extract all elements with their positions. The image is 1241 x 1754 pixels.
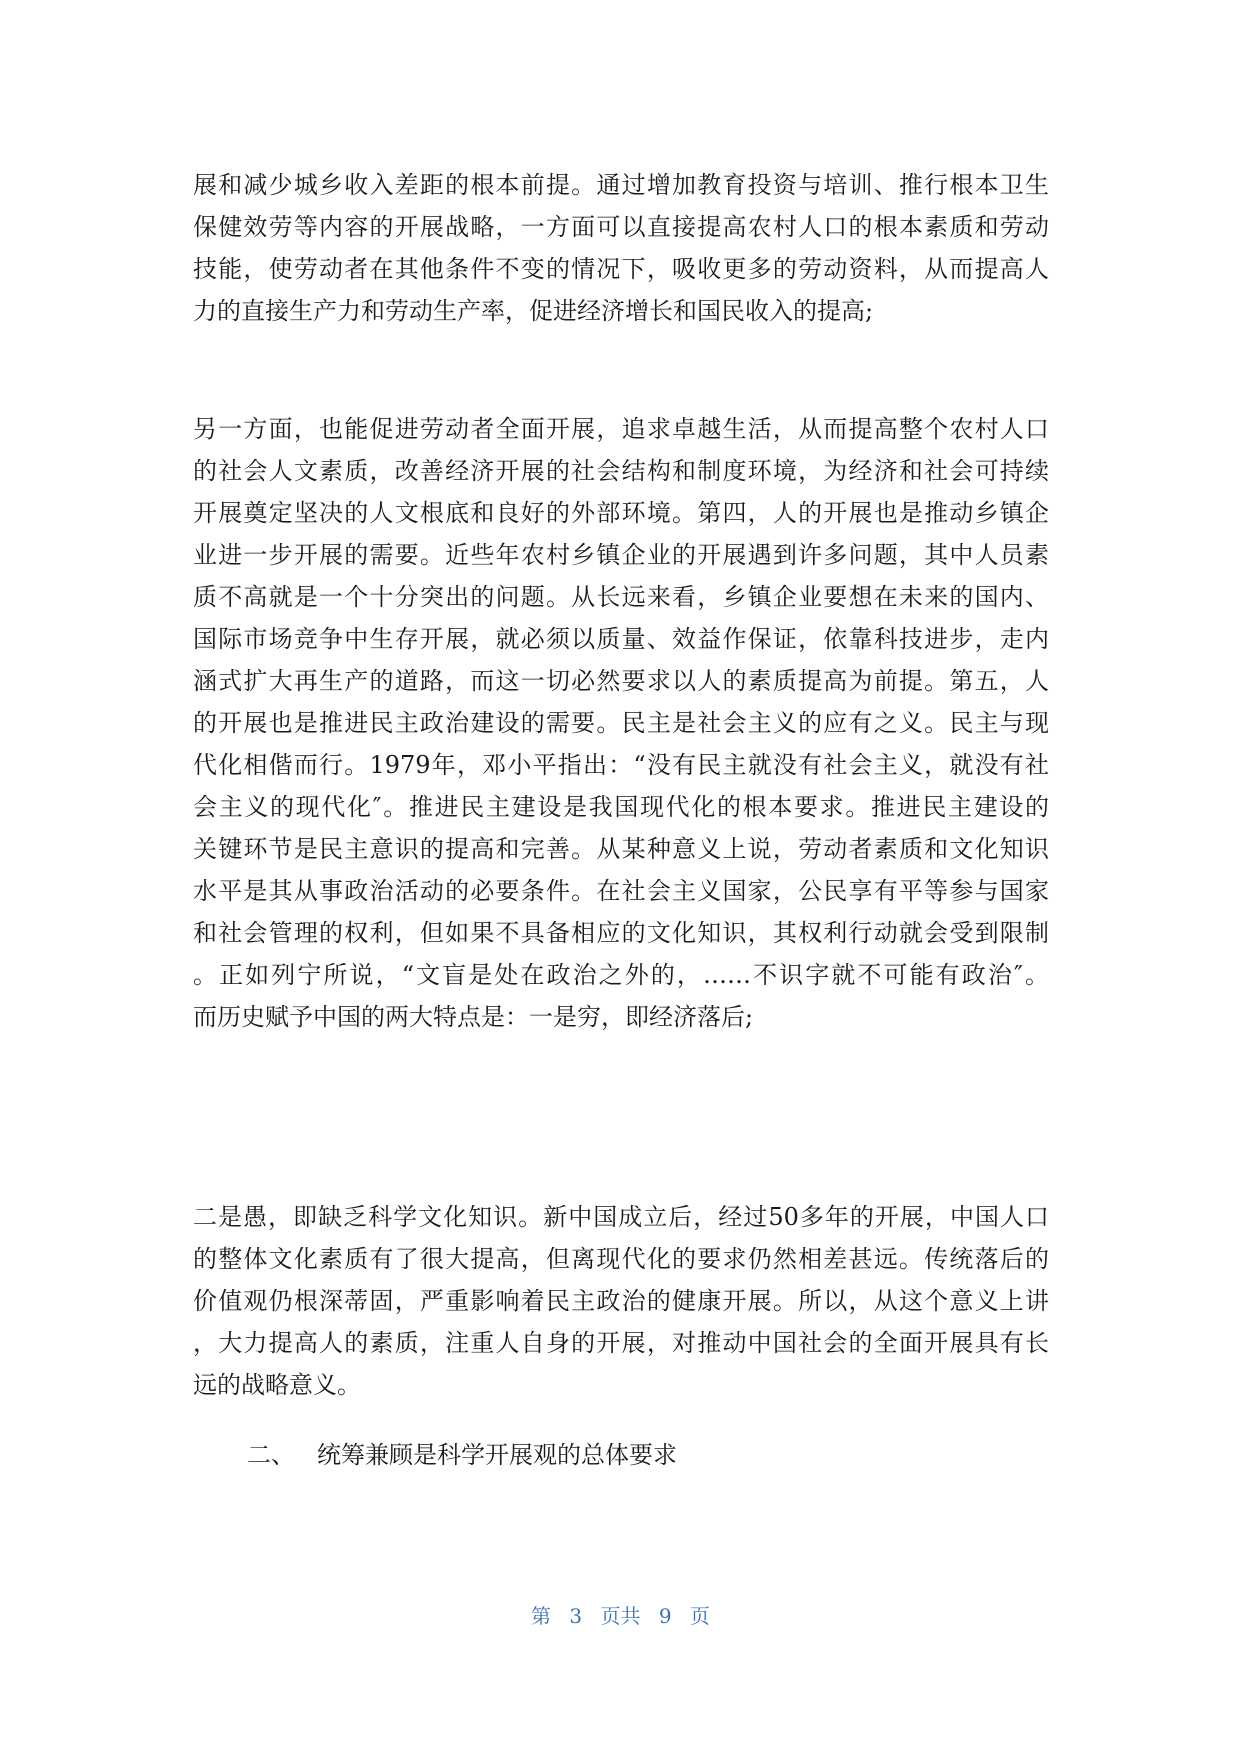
paragraph-3	[193, 1196, 1049, 1406]
page-number-footer: 第 3 页共 9 页	[531, 1604, 710, 1628]
text-line: 水平是其从事政治活动的必要条件。在社会主义国家，公民享有平等参与国家	[193, 877, 1049, 905]
text-line: ，大力提高人的素质，注重人自身的开展，对推动中国社会的全面开展具有长	[193, 1329, 1049, 1357]
text-line: 远的战略意义。	[193, 1371, 361, 1399]
text-line: 保健效劳等内容的开展战略，一方面可以直接提高农村人口的根本素质和劳动	[193, 213, 1049, 241]
text-line: 另一方面，也能促进劳动者全面开展，追求卓越生活，从而提高整个农村人口	[193, 415, 1049, 443]
text-line: 的开展也是推进民主政治建设的需要。民主是社会主义的应有之义。民主与现	[193, 709, 1049, 737]
text-line: 技能，使劳动者在其他条件不变的情况下，吸收更多的劳动资料，从而提高人	[193, 255, 1049, 283]
text-line: 的整体文化素质有了很大提高，但离现代化的要求仍然相差甚远。传统落后的	[193, 1245, 1049, 1273]
text-line: 开展奠定坚决的人文根底和良好的外部环境。第四，人的开展也是推动乡镇企	[193, 499, 1049, 527]
text-line: 会主义的现代化″。推进民主建设是我国现代化的根本要求。推进民主建设的	[193, 793, 1049, 821]
text-line: 。正如列宁所说，“文盲是处在政治之外的，……不识字就不可能有政治″。	[193, 961, 1049, 989]
text-line: 展和减少城乡收入差距的根本前提。通过增加教育投资与培训、推行根本卫生	[193, 171, 1049, 199]
text-line: 而历史赋予中国的两大特点是：一是穷，即经济落后;	[193, 1003, 754, 1031]
text-line: 涵式扩大再生产的道路，而这一切必然要求以人的素质提高为前提。第五，人	[193, 667, 1049, 695]
text-line: 二是愚，即缺乏科学文化知识。新中国成立后，经过50多年的开展，中国人口	[193, 1203, 1049, 1231]
text-line: 价值观仍根深蒂固，严重影响着民主政治的健康开展。所以，从这个意义上讲	[193, 1287, 1049, 1315]
paragraph-2	[193, 408, 1049, 1038]
paragraph-1	[193, 164, 1049, 332]
text-line: 力的直接生产力和劳动生产率，促进经济增长和国民收入的提高;	[193, 297, 874, 325]
text-line: 关键环节是民主意识的提高和完善。从某种意义上说，劳动者素质和文化知识	[193, 835, 1049, 863]
text-line: 的社会人文素质，改善经济开展的社会结构和制度环境，为经济和社会可持续	[193, 457, 1049, 485]
section-number: 二、	[247, 1441, 295, 1469]
text-line: 业进一步开展的需要。近些年农村乡镇企业的开展遇到许多问题，其中人员素	[193, 541, 1049, 569]
section-title: 统筹兼顾是科学开展观的总体要求	[317, 1441, 677, 1469]
text-line: 代化相偕而行。1979年，邓小平指出：“没有民主就没有社会主义，就没有社	[193, 751, 1049, 779]
section-heading	[247, 1434, 677, 1476]
text-line: 国际市场竞争中生存开展，就必须以质量、效益作保证，依靠科技进步，走内	[193, 625, 1049, 653]
text-line: 和社会管理的权利，但如果不具备相应的文化知识，其权利行动就会受到限制	[193, 919, 1049, 947]
text-line: 质不高就是一个十分突出的问题。从长远来看，乡镇企业要想在未来的国内、	[193, 583, 1049, 611]
